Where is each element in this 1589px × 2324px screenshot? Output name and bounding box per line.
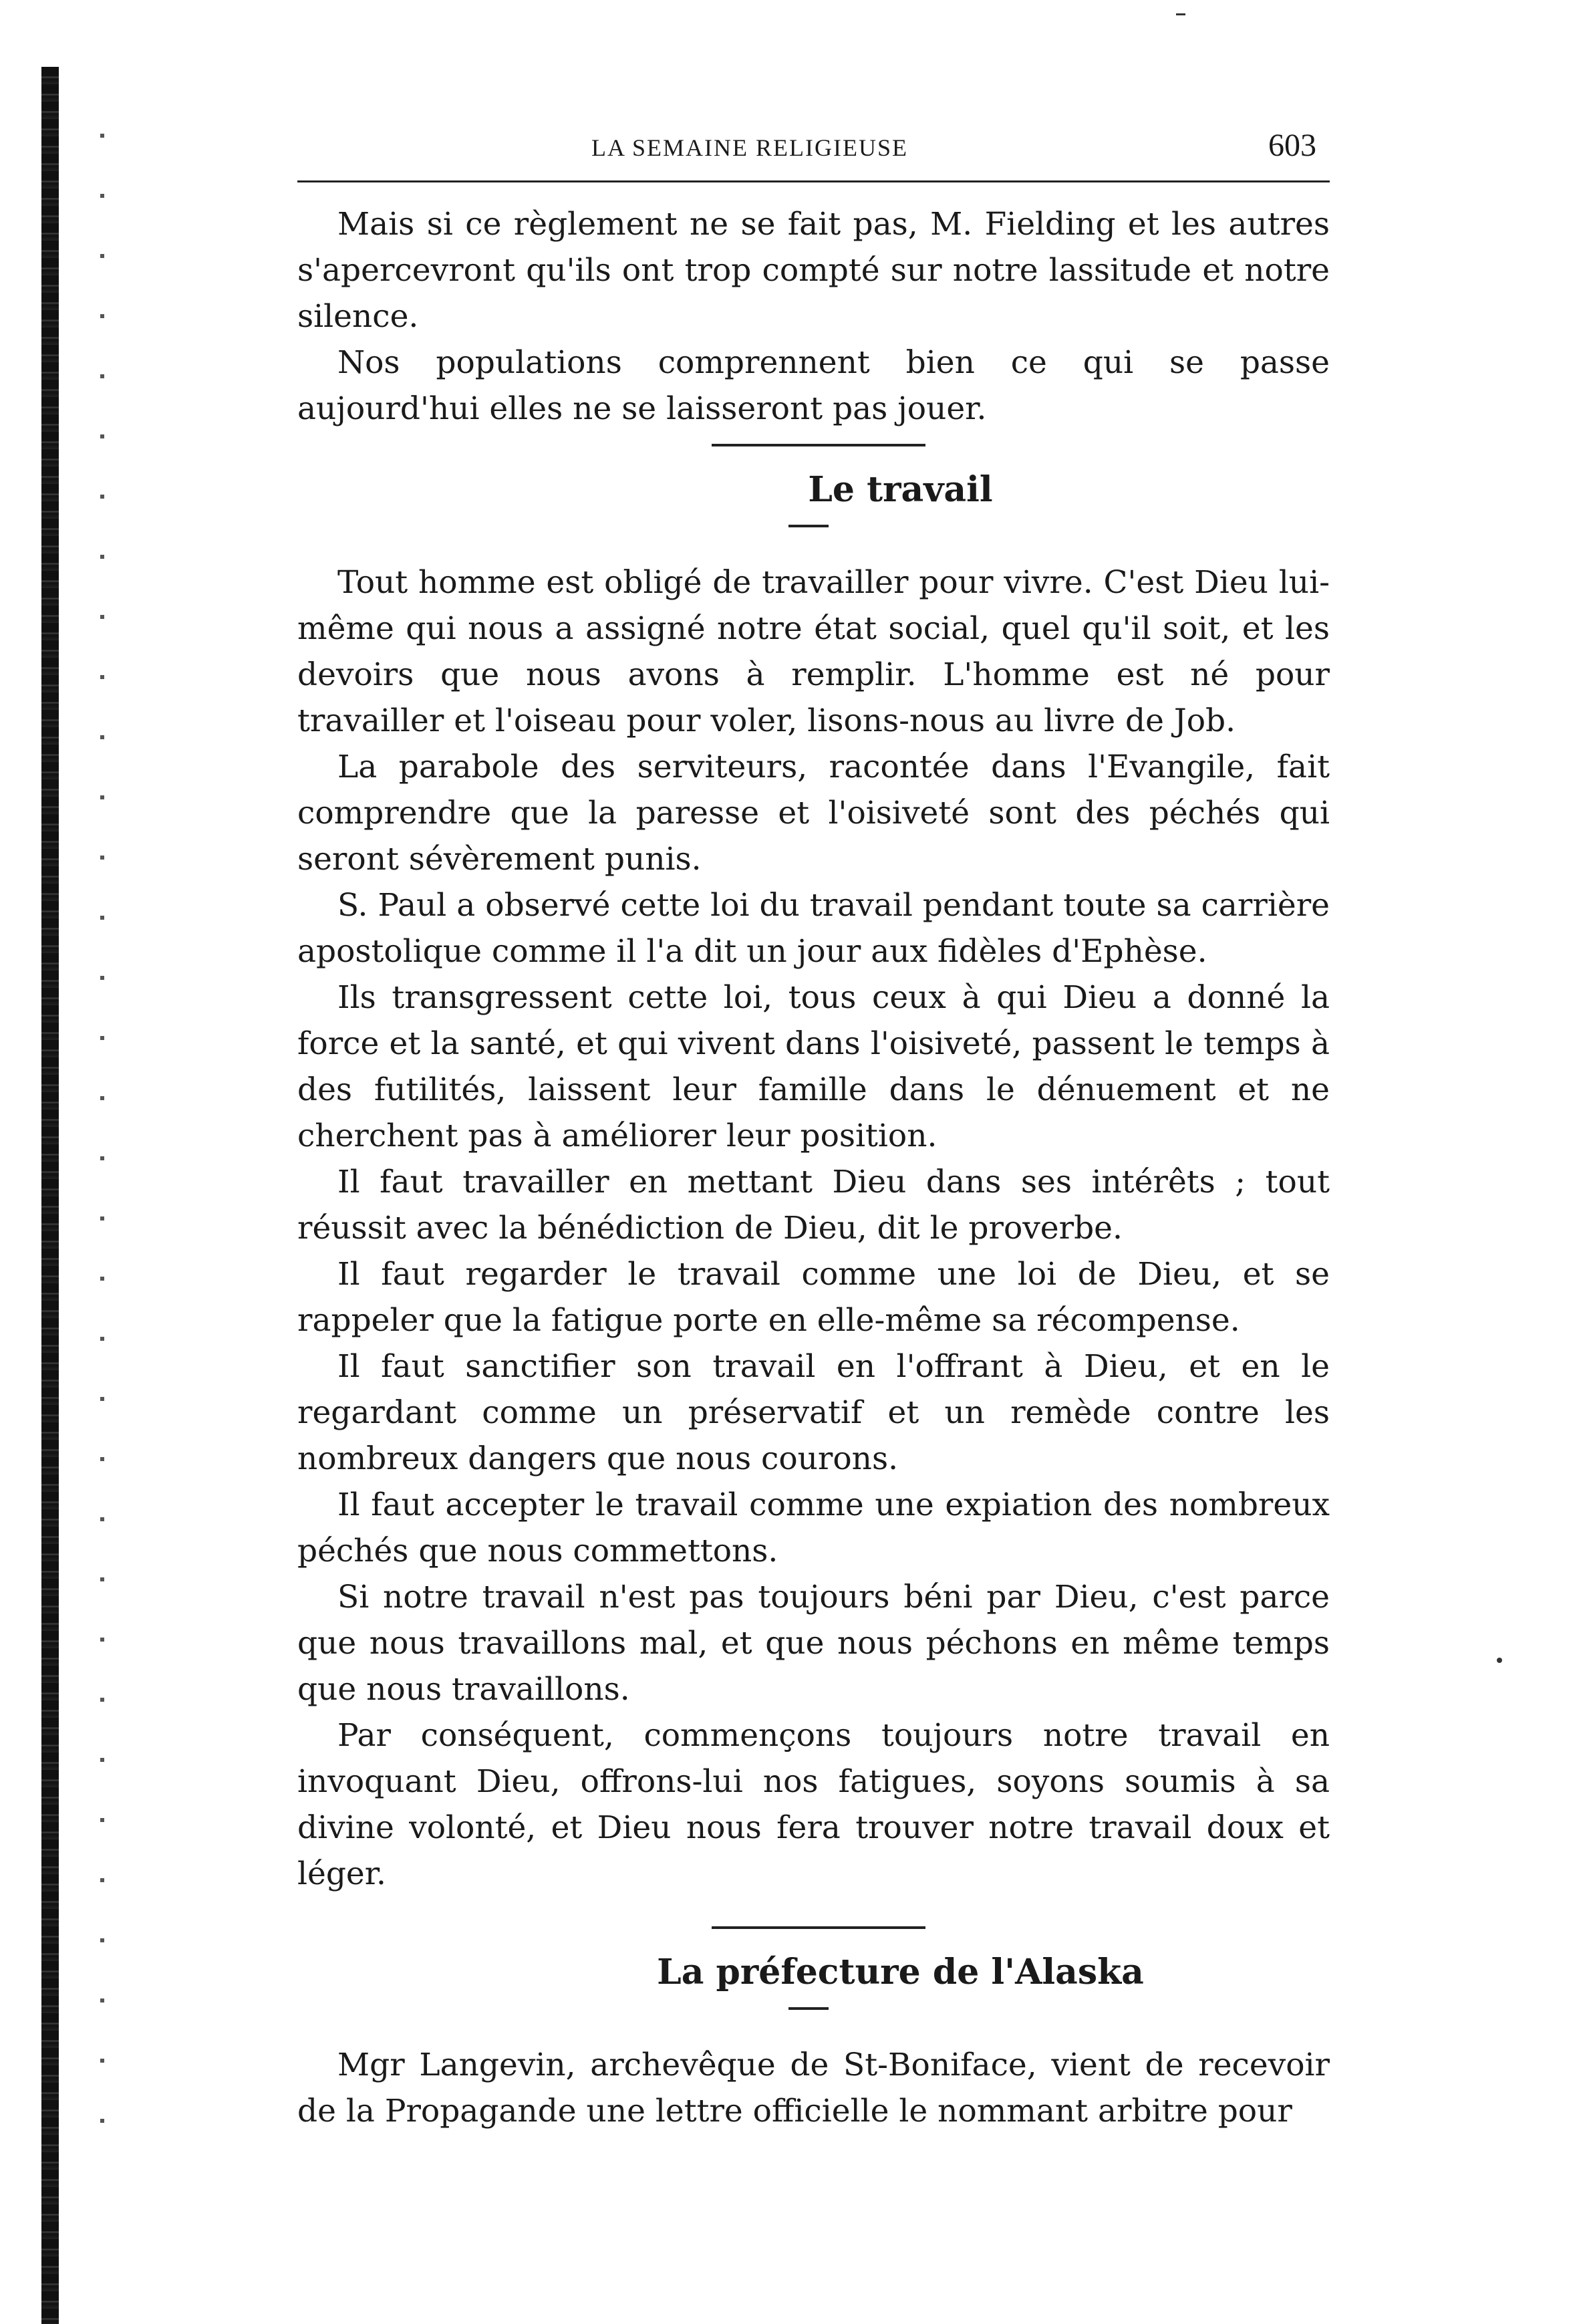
page-binding-edge bbox=[41, 67, 59, 2324]
paragraph: Tout homme est obligé de travailler pour vivre. C'est Dieu lui-même qui nous a assigné notre état social, quel qu'il soit, et les devoirs que nous avons à remplir. L'homme est né pour travailler et l'oiseau pour voler, lisons-nous au livre de Job. bbox=[297, 564, 1330, 739]
section-title-le-travail: Le travail bbox=[808, 469, 993, 510]
section-le-travail bbox=[297, 559, 1330, 1897]
speck-mark bbox=[1176, 13, 1185, 15]
running-header bbox=[297, 127, 1330, 180]
section-divider bbox=[712, 1926, 925, 1929]
paragraph: Il faut accepter le travail comme une expiation des nombreux péchés que nous commettons. bbox=[297, 1487, 1330, 1569]
paragraph: Si notre travail n'est pas toujours béni par Dieu, c'est parce que nous travaillons mal, et que nous péchons en même temps que nous travaillons. bbox=[297, 1579, 1330, 1708]
title-dash bbox=[788, 2007, 829, 2010]
paragraph: Ils transgressent cette loi, tous ceux à qui Dieu a donné la force et la santé, et qui vivent dans l'oisiveté, passent le temps à des futilités, laissent leur famille dans le dénuement et ne cherchent pas à améliorer leur position. bbox=[297, 979, 1330, 1154]
section-divider bbox=[712, 444, 925, 446]
paragraph: Nos populations comprennent bien ce qui se passe aujourd'hui elles ne se laisseront pas jouer. bbox=[297, 344, 1330, 427]
header-rule bbox=[297, 180, 1330, 182]
paragraph: Mgr Langevin, archevêque de St-Boniface, vient de recevoir de la Propagande une lettre officielle le nommant arbitre pour bbox=[297, 2047, 1330, 2129]
document-page bbox=[297, 127, 1330, 2134]
paragraph: Il faut travailler en mettant Dieu dans ses intérêts ; tout réussit avec la bénédiction de Dieu, dit le proverbe. bbox=[297, 1164, 1330, 1247]
title-dash bbox=[788, 525, 829, 527]
page-gutter-mark bbox=[100, 107, 104, 2179]
paragraph: Il faut sanctifier son travail en l'offrant à Dieu, et en le regardant comme un préservatif et un remède contre les nombreux dangers que nous courons. bbox=[297, 1348, 1330, 1477]
paragraph: Par conséquent, commençons toujours notre travail en invoquant Dieu, offrons-lui nos fatigues, soyons soumis à sa divine volonté, et Dieu nous fera trouver notre travail doux et léger. bbox=[297, 1717, 1330, 1892]
paragraph: Il faut regarder le travail comme une loi de Dieu, et se rappeler que la fatigue porte en elle-même sa récompense. bbox=[297, 1256, 1330, 1339]
intro-block bbox=[297, 201, 1330, 432]
section-title-alaska: La préfecture de l'Alaska bbox=[657, 1952, 1144, 1992]
section-alaska bbox=[297, 2042, 1330, 2134]
paragraph: Mais si ce règlement ne se fait pas, M. Fielding et les autres s'apercevront qu'ils ont trop compté sur notre lassitude et notre silence. bbox=[297, 206, 1330, 335]
paragraph: S. Paul a observé cette loi du travail pendant toute sa carrière apostolique comme il l'a dit un jour aux fidèles d'Ephèse. bbox=[297, 887, 1330, 970]
paragraph: La parabole des serviteurs, racontée dans l'Evangile, fait comprendre que la paresse et l'oisiveté sont des péchés qui seront sévèrement punis. bbox=[297, 749, 1330, 878]
journal-title: LA SEMAINE RELIGIEUSE bbox=[591, 134, 908, 161]
speck-mark bbox=[1497, 1658, 1502, 1663]
page-number: 603 bbox=[1268, 128, 1316, 163]
